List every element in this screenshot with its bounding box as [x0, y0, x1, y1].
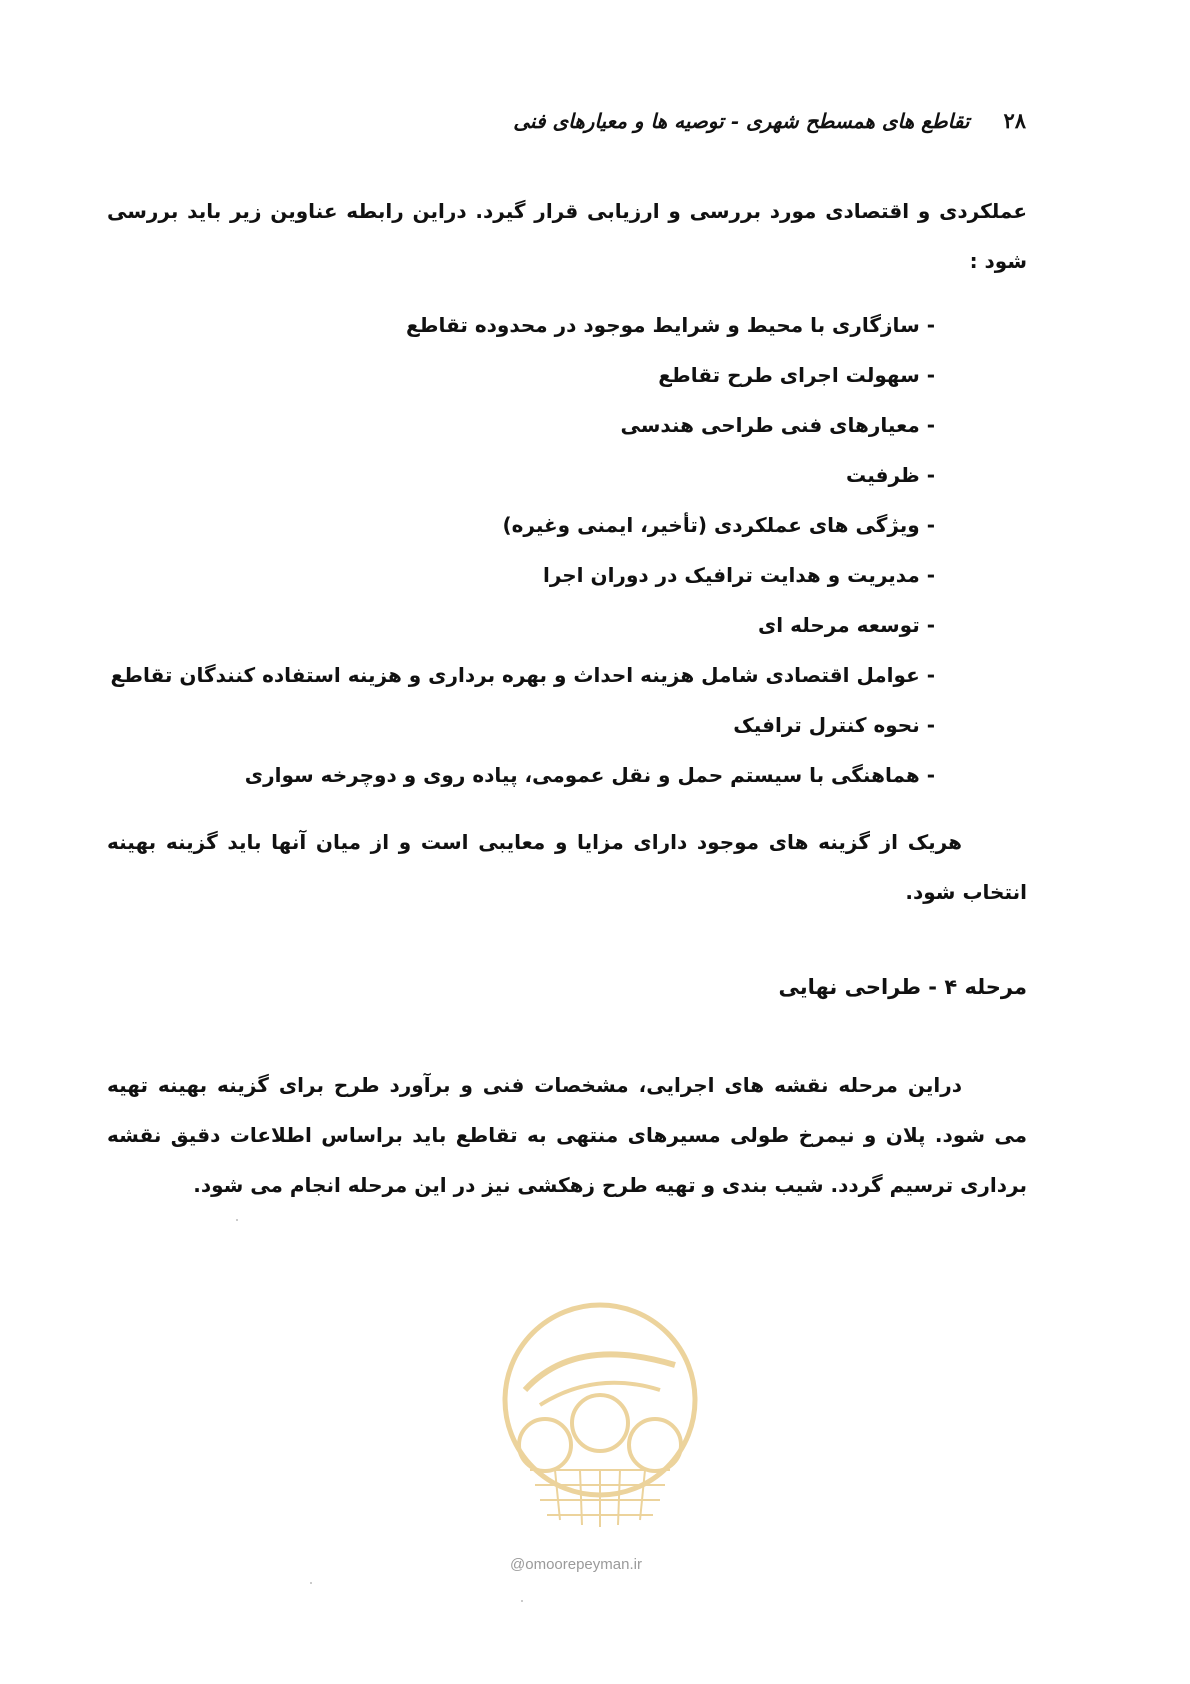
- watermark-logo-icon: [485, 1295, 715, 1555]
- page-header: [513, 108, 1026, 133]
- watermark-url: @omoorepeyman.ir: [510, 1556, 642, 1573]
- list-item: - ویژگی های عملکردی (تأخیر، ایمنی وغیره): [502, 513, 935, 537]
- list-item: - ظرفیت: [846, 463, 935, 487]
- list-item: - مدیریت و هدایت ترافیک در دوران اجرا: [542, 563, 935, 587]
- list-item: - سازگاری با محیط و شرایط موجود در محدوده تقاطع: [405, 313, 935, 337]
- paragraph-final-design: دراین مرحله نقشه های اجرایی، مشخصات فنی و برآورد طرح برای گزینه بهینه تهیه می شود. پلان و نیمرخ طولی مسیرهای منتهی به تقاطع باید براساس اطلاعات دقیق نقشه برداری ترسیم گردد. شیب بندی و تهیه طرح زهکشی نیز در این مرحله انجام می شود.: [107, 1073, 1027, 1197]
- criteria-list: [111, 300, 935, 800]
- list-item: - سهولت اجرای طرح تقاطع: [658, 363, 935, 387]
- list-item: - معیارهای فنی طراحی هندسی: [620, 413, 935, 437]
- page-number: ۲۸: [1003, 108, 1026, 133]
- paragraph-options: هریک از گزینه های موجود دارای مزایا و معایبی است و از میان آنها باید گزینه بهینه انتخاب شود.: [107, 830, 1027, 904]
- running-title: تقاطع های همسطح شهری - توصیه ها و معیارهای فنی: [513, 109, 970, 133]
- scan-speck: [310, 1582, 312, 1584]
- section-heading: مرحله ۴ - طراحی نهایی: [778, 975, 1027, 999]
- scan-speck: [236, 1219, 238, 1221]
- list-item: - عوامل اقتصادی شامل هزینه احداث و بهره برداری و هزینه استفاده کنندگان تقاطع: [110, 663, 935, 687]
- paragraph-intro: عملکردی و اقتصادی مورد بررسی و ارزیابی قرار گیرد. دراین رابطه عناوین زیر باید بررسی شود :: [107, 199, 1027, 273]
- list-item: - هماهنگی با سیستم حمل و نقل عمومی، پیاده روی و دوچرخه سواری: [244, 763, 935, 787]
- scan-speck: [521, 1600, 523, 1602]
- list-item: - توسعه مرحله ای: [757, 613, 935, 637]
- list-item: - نحوه کنترل ترافیک: [733, 713, 935, 737]
